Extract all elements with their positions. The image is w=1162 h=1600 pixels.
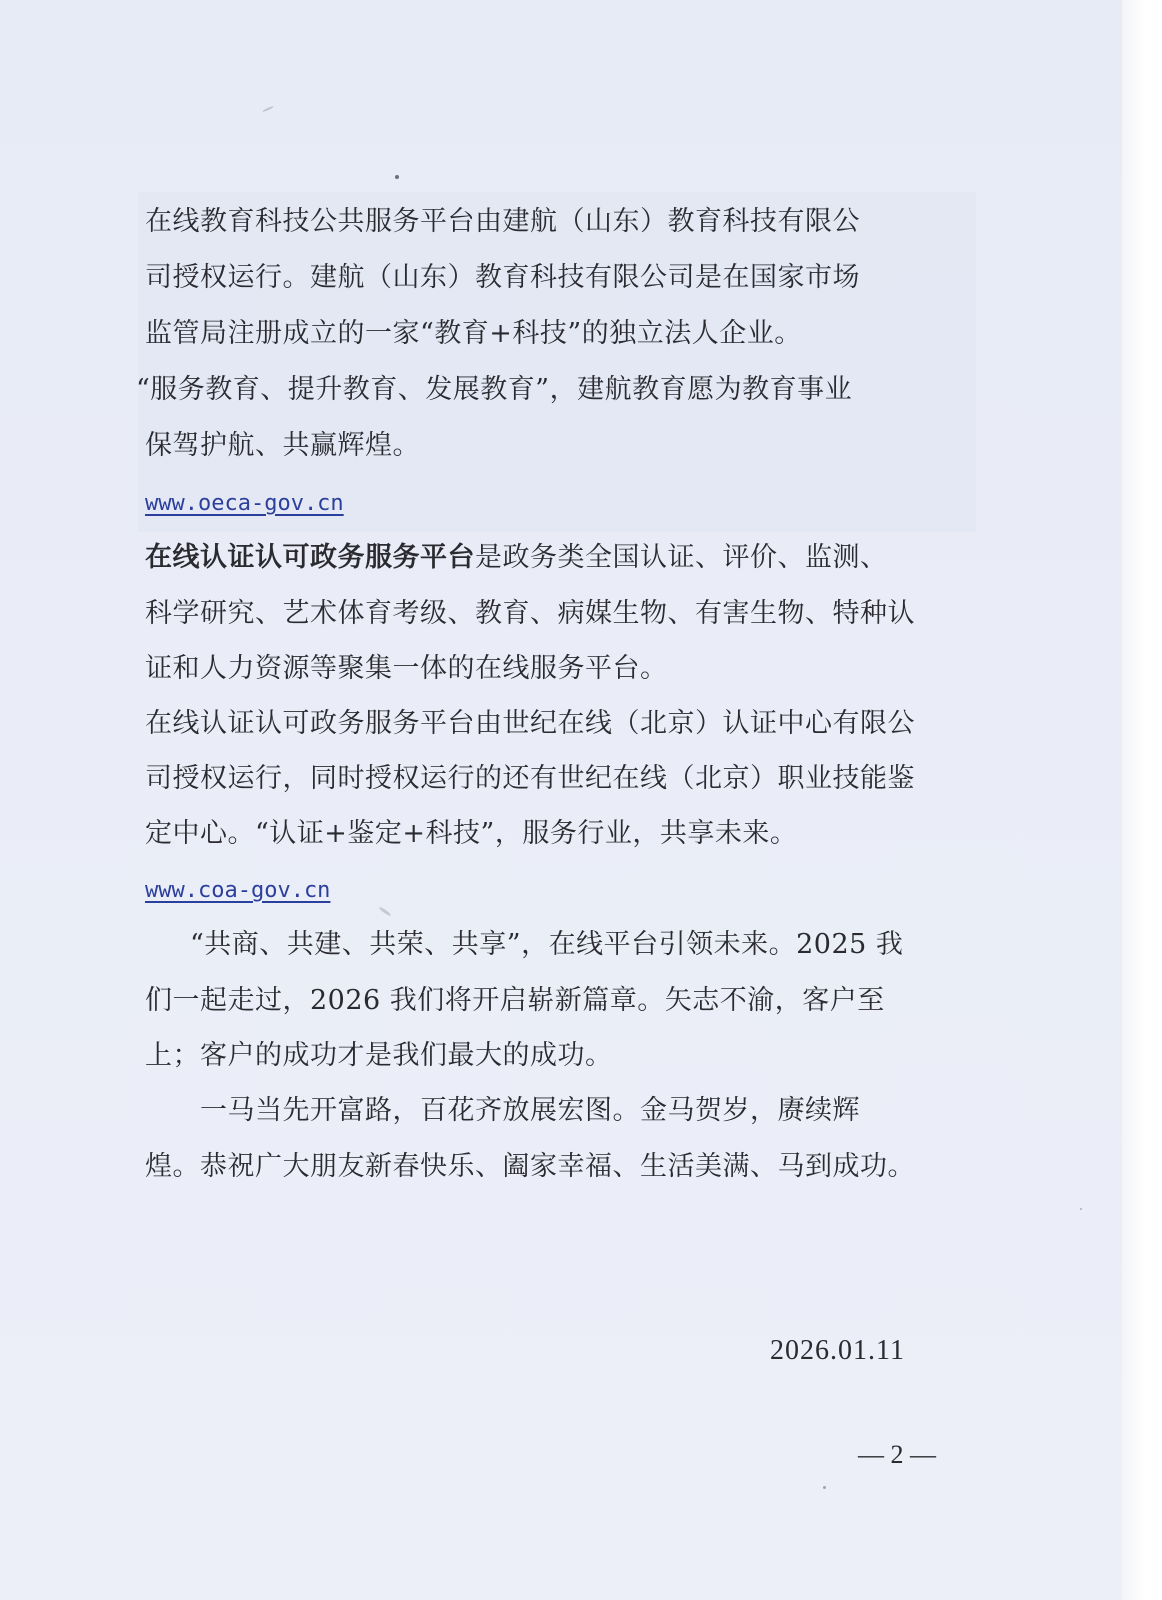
body-text-line: 上；客户的成功才是我们最大的成功。 <box>145 1040 613 1071</box>
scan-speck <box>395 175 399 179</box>
body-text-line: 保驾护航、共赢辉煌。 <box>145 430 420 461</box>
body-text-line <box>145 541 888 575</box>
body-text-line: “服务教育、提升教育、发展教育”，建航教育愿为教育事业 <box>136 374 853 405</box>
document-date: 2026.01.11 <box>770 1335 905 1366</box>
body-text-line: 们一起走过，2026 我们将开启崭新篇章。矢志不渝，客户至 <box>145 985 885 1016</box>
page-number: — 2 — <box>858 1440 936 1469</box>
scan-speck <box>823 1486 826 1489</box>
body-text-line: 定中心。“认证+鉴定+科技”，服务行业，共享未来。 <box>145 818 798 849</box>
body-text-line: 科学研究、艺术体育考级、教育、病媒生物、有害生物、特种认 <box>145 598 915 629</box>
body-text-line: 司授权运行，同时授权运行的还有世纪在线（北京）职业技能鉴 <box>145 763 915 794</box>
body-text-line: 一马当先开富路，百花齐放展宏图。金马贺岁，赓续辉 <box>200 1095 860 1126</box>
body-text-span: 是政务类全国认证、评价、监测、 <box>475 542 888 573</box>
oeca-website-link[interactable]: www.oeca-gov.cn <box>145 491 344 516</box>
body-text-line: 在线教育科技公共服务平台由建航（山东）教育科技有限公 <box>145 206 860 237</box>
body-text-line: 司授权运行。建航（山东）教育科技有限公司是在国家市场 <box>145 262 860 293</box>
scan-speck <box>1080 1208 1082 1210</box>
body-text-line: 煌。恭祝广大朋友新春快乐、阖家幸福、生活美满、马到成功。 <box>145 1151 915 1182</box>
platform-name-bold: 在线认证认可政务服务平台 <box>145 542 475 573</box>
body-text-line: 监管局注册成立的一家“教育+科技”的独立法人企业。 <box>145 318 802 349</box>
body-text-line: 在线认证认可政务服务平台由世纪在线（北京）认证中心有限公 <box>145 708 915 739</box>
coa-website-link[interactable]: www.coa-gov.cn <box>145 878 331 903</box>
page-edge <box>1122 0 1162 1600</box>
shaded-block <box>138 192 976 532</box>
body-text-line: 证和人力资源等聚集一体的在线服务平台。 <box>145 653 668 684</box>
body-text-line: “共商、共建、共荣、共享”，在线平台引领未来。2025 我 <box>190 929 904 960</box>
